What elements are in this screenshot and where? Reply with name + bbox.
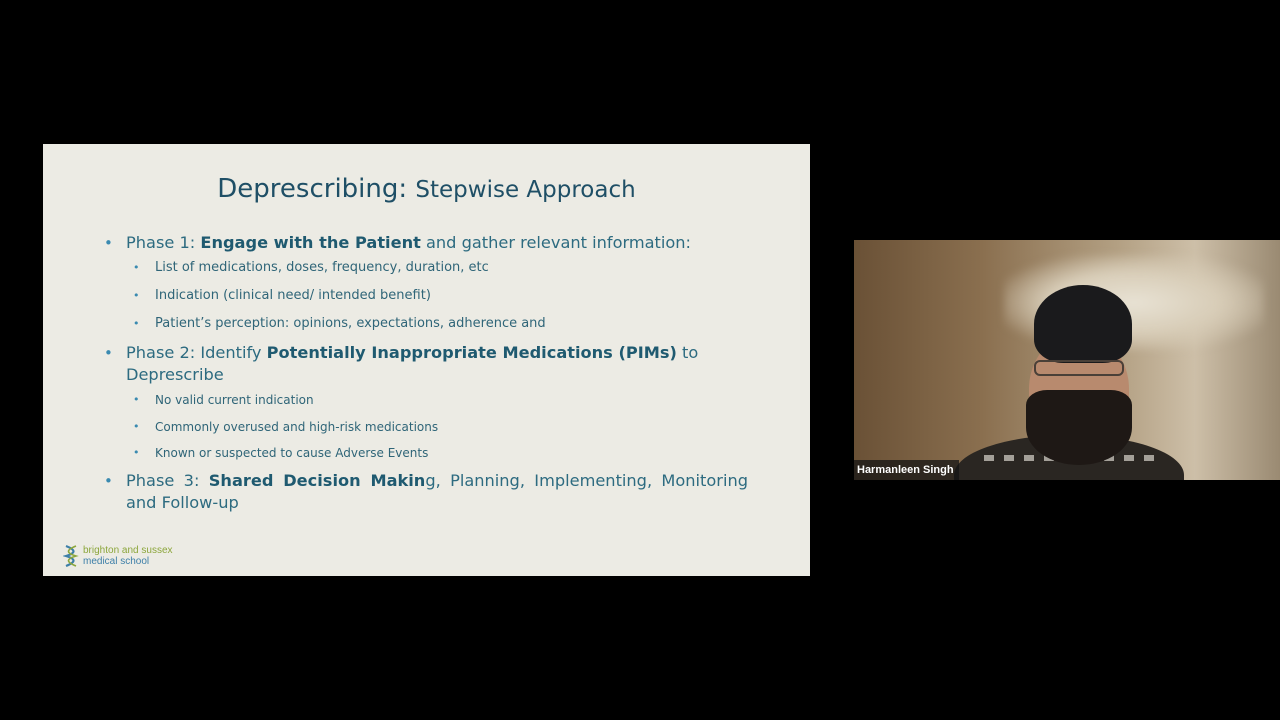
phase-2-sub-list [126, 390, 748, 463]
slide-bullet-list [103, 232, 748, 521]
logo-line-2: medical school [83, 556, 150, 567]
shared-screen-slide [43, 144, 810, 576]
logo-line-1: brighton and sussex [83, 545, 173, 556]
participant-beard [1026, 390, 1132, 465]
phase-1-bold: Engage with the Patient [200, 233, 421, 252]
helix-logo-icon [63, 544, 79, 568]
slide-title-sub: Stepwise Approach [415, 177, 636, 203]
participant-glasses [1034, 360, 1124, 376]
phase-3-prefix: Phase 3: [126, 471, 209, 490]
phase-2-bold: Potentially Inappropriate Medications (PIMs) [266, 343, 677, 362]
school-logo [63, 544, 173, 568]
phase-1-bullet [103, 232, 748, 334]
phase-2-suffix: to Deprescribe [126, 343, 699, 384]
phase-1-item: • Patient’s perception: opinions, expectations, adherence and [126, 314, 748, 334]
phase-1-prefix: Phase 1: [126, 233, 201, 252]
phase-2-item: • Commonly overused and high-risk medications [126, 417, 748, 437]
participant-video-tile[interactable] [854, 240, 1280, 480]
phase-2-item: • No valid current indication [126, 390, 748, 410]
phase-2-item: • Known or suspected to cause Adverse Events [126, 443, 748, 463]
phase-2-bullet [103, 342, 748, 463]
phase-1-sub-list [126, 258, 748, 334]
phase-2-prefix: Phase 2: Identify [126, 343, 267, 362]
participant-name-label: Harmanleen Singh [854, 460, 959, 480]
phase-1-suffix: and gather relevant information: [420, 233, 691, 252]
logo-text [83, 545, 173, 567]
phase-3-bold: Shared Decision Makin [208, 471, 426, 490]
slide-title-main: Deprescribing: [217, 174, 408, 204]
participant-turban [1034, 285, 1132, 363]
phase-1-item: • Indication (clinical need/ intended benefit) [126, 286, 748, 306]
slide-title [43, 174, 810, 204]
phase-3-bullet [103, 470, 748, 514]
phase-1-item: • List of medications, doses, frequency, duration, etc [126, 258, 748, 278]
phase-3-suffix: g, Planning, Implementing, Monitoring and Follow-up [126, 471, 748, 512]
